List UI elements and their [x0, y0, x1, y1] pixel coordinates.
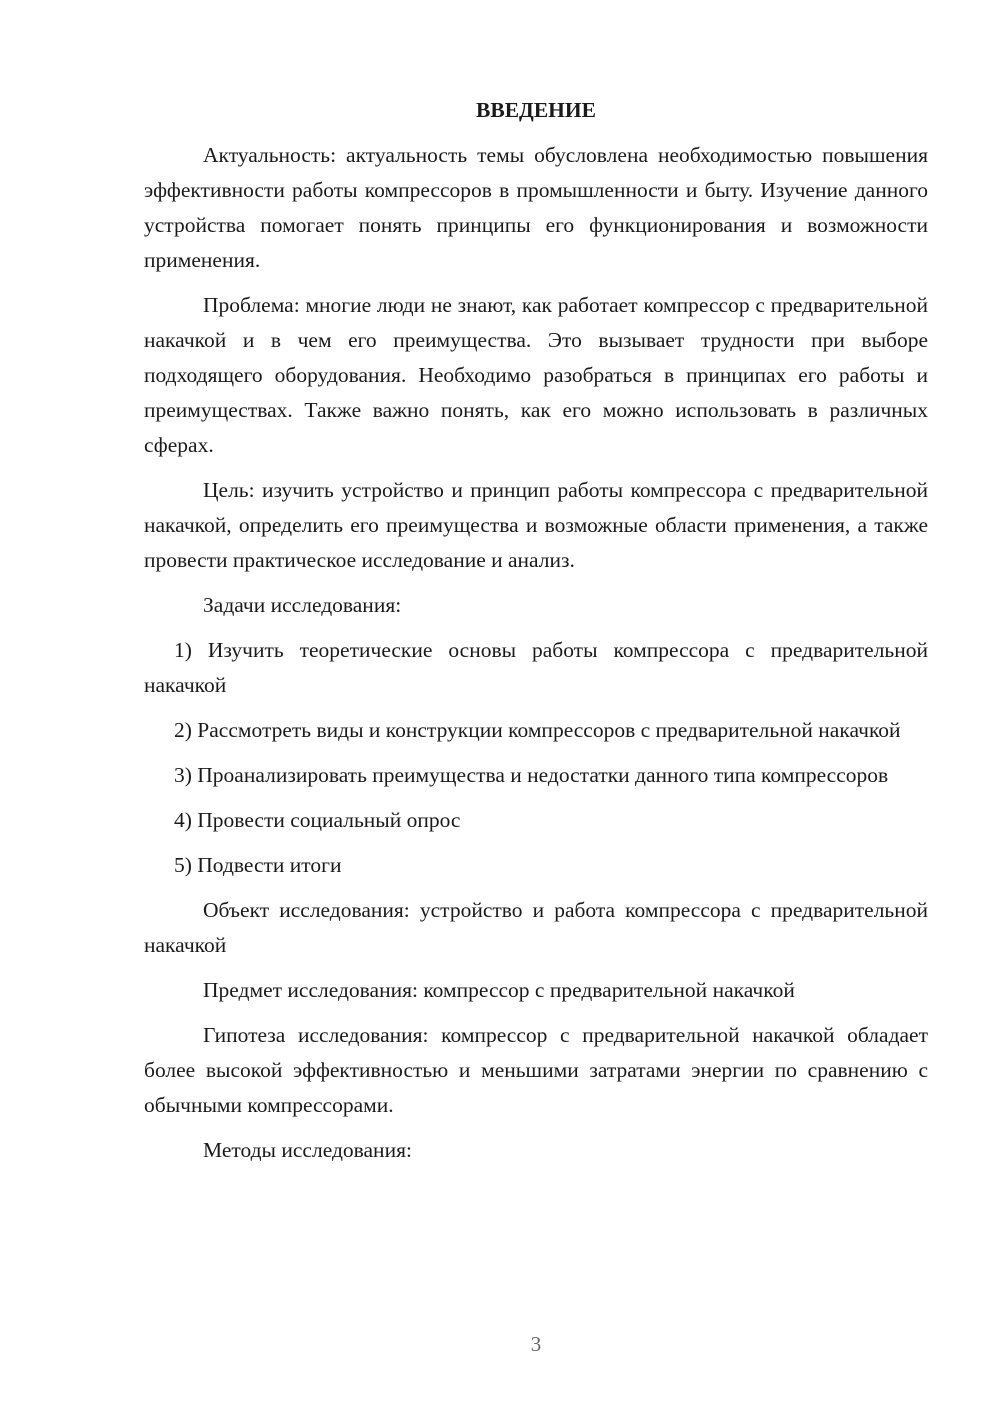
problem-paragraph: Проблема: многие люди не знают, как работает компрессор с предварительной накачкой и в чем его преимущества. Это вызывает трудности при выборе подходящего оборудования. Необходимо разобраться в принципах его работы и преимуществах. Также важно понять, как его можно использовать в различных сферах.: [144, 293, 928, 457]
task-item-3: 3) Проанализировать преимущества и недостатки данного типа компрессоров: [174, 763, 889, 787]
task-item-1: 1) Изучить теоретические основы работы компрессора с предварительной накачкой: [144, 638, 928, 697]
tasks-heading: Задачи исследования:: [203, 593, 402, 617]
document-page: [144, 92, 928, 1178]
goal-paragraph: Цель: изучить устройство и принцип работы компрессора с предварительной накачкой, определить его преимущества и возможные области применения, а также провести практическое исследование и анализ.: [144, 478, 928, 572]
page-number: 3: [530, 1332, 542, 1356]
object-paragraph: Объект исследования: устройство и работа компрессора с предварительной накачкой: [144, 898, 928, 957]
relevance-paragraph: Актуальность: актуальность темы обусловлена необходимостью повышения эффективности работы компрессоров в промышленности и быту. Изучение данного устройства помогает понять принципы его функционирования и возможности применения.: [144, 143, 928, 272]
methods-paragraph: Методы исследования:: [203, 1138, 412, 1162]
subject-paragraph: Предмет исследования: компрессор с предварительной накачкой: [203, 978, 795, 1002]
task-item-5: 5) Подвести итоги: [174, 853, 342, 877]
task-item-2: 2) Рассмотреть виды и конструкции компрессоров с предварительной накачкой: [174, 718, 901, 742]
hypothesis-paragraph: Гипотеза исследования: компрессор с предварительной накачкой обладает более высокой эффективностью и меньшими затратами энергии по сравнению с обычными компрессорами.: [144, 1023, 928, 1117]
task-item-4: 4) Провести социальный опрос: [174, 808, 461, 832]
section-heading: ВВЕДЕНИЕ: [476, 98, 596, 122]
